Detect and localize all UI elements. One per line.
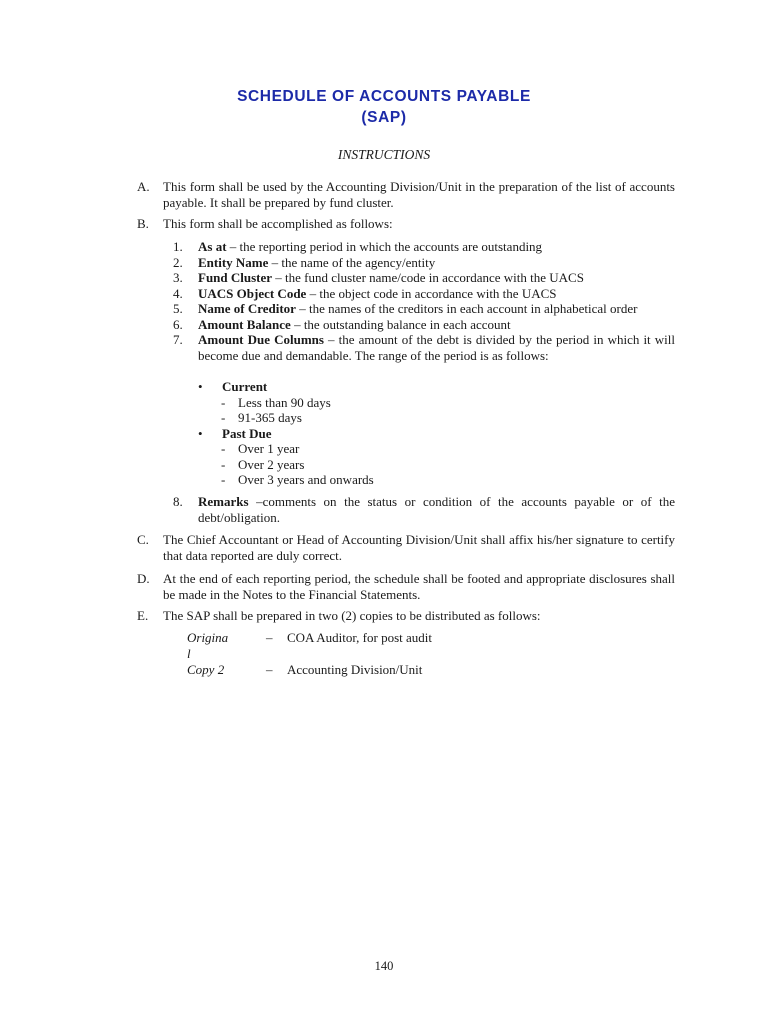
item-list-1-7 — [173, 239, 675, 363]
bullet-icon: • — [198, 426, 203, 441]
list-item — [173, 255, 675, 271]
item-description: – the outstanding balance in each account — [290, 316, 511, 332]
item-term: Entity Name — [198, 254, 269, 270]
item-term: UACS Object Code — [198, 285, 307, 301]
section-text: This form shall be used by the Accounting Division/Unit in the preparation of the list of accounts payable. It shall be prepared by fund cluster. — [163, 179, 675, 210]
list-item — [173, 332, 675, 363]
range-text: Less than 90 days — [238, 395, 331, 410]
copy-destination: Accounting Division/Unit — [287, 662, 423, 677]
item-number: 4. — [173, 285, 183, 301]
dash-marker: - — [221, 410, 226, 425]
section-c — [137, 532, 675, 563]
item-term: Remarks — [198, 494, 249, 509]
item-term: Amount Due Columns — [198, 332, 324, 347]
instructions-heading: INSTRUCTIONS — [337, 147, 431, 162]
past-due-label: Past Due — [222, 426, 272, 441]
item-description: – the reporting period in which the accounts are outstanding — [226, 239, 543, 254]
range-text: 91-365 days — [238, 410, 302, 425]
copy-separator: – — [266, 662, 273, 677]
dash-marker: - — [221, 441, 226, 456]
bullet-icon: • — [198, 379, 203, 394]
section-letter: B. — [137, 216, 149, 231]
document-title-abbreviation: (SAP) — [361, 109, 407, 126]
item-list-8 — [173, 494, 675, 525]
section-letter: E. — [137, 608, 149, 623]
item-description: – the names of the creditors in each account in alphabetical order — [295, 301, 638, 316]
copy-name: Copy 2 — [187, 662, 225, 677]
list-item — [173, 270, 675, 286]
item-description: –comments on the status or condition of the accounts payable or of the debt/obligation. — [198, 494, 675, 525]
section-text: The SAP shall be prepared in two (2) copies to be distributed as follows: — [163, 608, 541, 623]
section-letter: C. — [137, 532, 149, 547]
section-text: At the end of each reporting period, the schedule shall be footed and appropriate disclosures shall be made in the Notes to the Financial Statements. — [163, 571, 675, 602]
current-label: Current — [222, 379, 268, 394]
dash-marker: - — [221, 472, 226, 487]
dash-marker: - — [221, 395, 226, 410]
range-text: Over 2 years — [238, 457, 305, 472]
item-number: 7. — [173, 332, 183, 347]
item-number: 8. — [173, 494, 183, 509]
item-number: 3. — [173, 270, 183, 285]
item-term: Amount Balance — [198, 316, 291, 332]
copy-separator: – — [266, 630, 273, 645]
section-text: The Chief Accountant or Head of Accounting Division/Unit shall affix his/her signature to certify that data reported are duly correct. — [163, 532, 675, 563]
list-item — [173, 286, 675, 302]
range-text: Over 1 year — [238, 441, 300, 456]
item-term: As at — [198, 239, 227, 254]
item-number: 5. — [173, 301, 183, 316]
list-item — [173, 301, 675, 317]
copy-destination: COA Auditor, for post audit — [287, 630, 433, 645]
list-item — [173, 494, 675, 525]
copy-name: Original — [187, 630, 229, 661]
section-d — [137, 571, 675, 602]
item-description: – the object code in accordance with the UACS — [306, 285, 557, 301]
item-number: 6. — [173, 316, 183, 332]
section-letter: A. — [137, 179, 150, 194]
item-description: – the amount of the debt is divided by the period in which it will become due and demandable. The range of the period is as follows: — [198, 332, 675, 363]
page-number: 140 — [374, 959, 394, 973]
item-number: 1. — [173, 239, 183, 254]
list-item — [173, 239, 675, 255]
dash-marker: - — [221, 457, 226, 472]
section-b — [137, 216, 675, 232]
section-a — [137, 179, 675, 210]
section-letter: D. — [137, 571, 150, 586]
item-term: Name of Creditor — [198, 301, 296, 316]
list-item — [173, 317, 675, 333]
item-description: – the name of the agency/entity — [268, 254, 436, 270]
item-description: – the fund cluster name/code in accordance with the UACS — [272, 270, 584, 285]
range-text: Over 3 years and onwards — [238, 472, 374, 487]
document-title: SCHEDULE OF ACCOUNTS PAYABLE — [237, 88, 531, 105]
item-number: 2. — [173, 254, 183, 270]
item-term: Fund Cluster — [198, 270, 273, 285]
section-e — [137, 608, 675, 624]
section-text: This form shall be accomplished as follows: — [163, 216, 393, 231]
